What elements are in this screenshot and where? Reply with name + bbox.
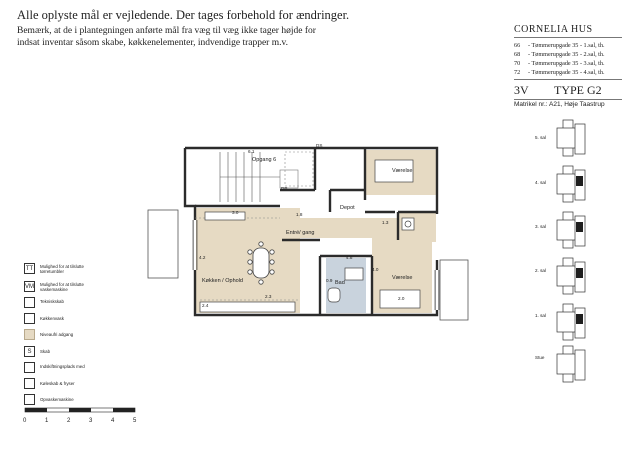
room-stair: Opgang 6 <box>252 157 277 163</box>
floor-label: 4. sal <box>535 180 546 185</box>
scale-label: 4 <box>111 418 115 424</box>
dim-label: 4.8 <box>346 255 353 260</box>
scale-label: 1 <box>45 418 49 424</box>
divider <box>514 99 622 100</box>
dim-label: 2.0 <box>398 296 405 301</box>
dim-label: 0.9 <box>326 278 333 283</box>
intro-block <box>17 8 447 49</box>
intro-note-1: Bemærk, at de i plantegningen anførte mål fra væg til væg ikke tager højde for <box>17 26 316 36</box>
legend-text: Køkkenvask <box>40 316 64 321</box>
dim-label: 1.8 <box>296 212 303 217</box>
room-entry: Entré/ gang <box>286 230 315 236</box>
legend-text: Opvaskemaskine <box>40 397 74 402</box>
intro-title: Alle oplyste mål er vejledende. Der tages forbehold for ændringer. <box>17 8 350 22</box>
legend-symbol-tt: TT <box>24 263 35 274</box>
address-list <box>514 41 622 77</box>
dim-label: 6.1 <box>248 149 255 154</box>
legend-text: Skab <box>40 349 51 354</box>
dim-label: 2.4 <box>202 303 209 308</box>
room-bedroom-2: Værelse <box>392 275 413 281</box>
intro-note-2: indsat inventar såsom skabe, køkkenelementer, indvendige trapper m.v. <box>17 38 288 48</box>
address-row: 72 - Tømmerupgade 35 - 4.sal, th. <box>514 69 605 76</box>
legend-symbol-level <box>24 329 35 340</box>
legend-symbol-vm: VM <box>24 281 35 292</box>
floor-label: 2. sal <box>535 268 546 273</box>
legend-text: Indskiftningsplads med <box>40 364 85 369</box>
room-kitchen: Køkken / Ophold <box>202 278 243 284</box>
plan-mark-ds: DS <box>316 143 323 148</box>
scale-label: 2 <box>67 418 71 424</box>
matrikel: Matrikel nr.: A21, Høje Taastrup <box>514 101 605 108</box>
legend-text: Køleskab & fryser <box>40 381 75 386</box>
dim-label: 4.2 <box>199 255 206 260</box>
dim-label: 2.3 <box>265 294 272 299</box>
project-header <box>514 24 622 108</box>
legend-symbol-cupboard: S <box>24 346 35 357</box>
divider <box>514 37 622 38</box>
dim-label: 1.3 <box>382 220 389 225</box>
legend-text: Niveaufri adgang <box>40 332 74 337</box>
room-depot: Depot <box>340 205 355 211</box>
dim-label: 3.0 <box>232 210 239 215</box>
floor-label: 1. sal <box>535 313 546 318</box>
room-bath: Bad <box>335 280 345 286</box>
dim-label: 4.0 <box>372 267 379 272</box>
legend-symbol-install <box>24 362 35 373</box>
key-plan <box>545 118 610 393</box>
scale-label: 3 <box>89 418 93 424</box>
room-bedroom-1: Værelse <box>392 168 413 174</box>
legend-symbol-technical <box>24 297 35 308</box>
scale-label: 0 <box>23 418 27 424</box>
plan-mark-dp: DP <box>281 186 288 191</box>
divider <box>514 79 622 80</box>
floor-label: 5. sal <box>535 135 546 140</box>
legend-text: Tekniskskab <box>40 299 64 304</box>
legend-symbol-fridge <box>24 378 35 389</box>
legend-symbol-dishwasher <box>24 394 35 405</box>
address-row: 70 - Tømmerupgade 35 - 3.sal, th. <box>514 60 605 67</box>
floor-label: 3. sal <box>535 224 546 229</box>
scale-bar <box>24 406 144 418</box>
floor-label: Stue <box>535 355 545 360</box>
legend-symbol-sink <box>24 313 35 324</box>
address-row: 68 - Tømmerupgade 35 - 2.sal, th. <box>514 51 605 58</box>
legend-text: Mulighed for at tilslutte vaskemaskine <box>40 282 84 293</box>
unit-type: 3V TYPE G2 <box>514 83 602 97</box>
scale-label: 5 <box>133 418 137 424</box>
project-name: CORNELIA HUS <box>514 24 593 35</box>
address-row: 66 - Tømmerupgade 35 - 1.sal, th. <box>514 42 605 49</box>
legend-text: Mulighed for at tilslutte tørretumbler <box>40 264 84 275</box>
